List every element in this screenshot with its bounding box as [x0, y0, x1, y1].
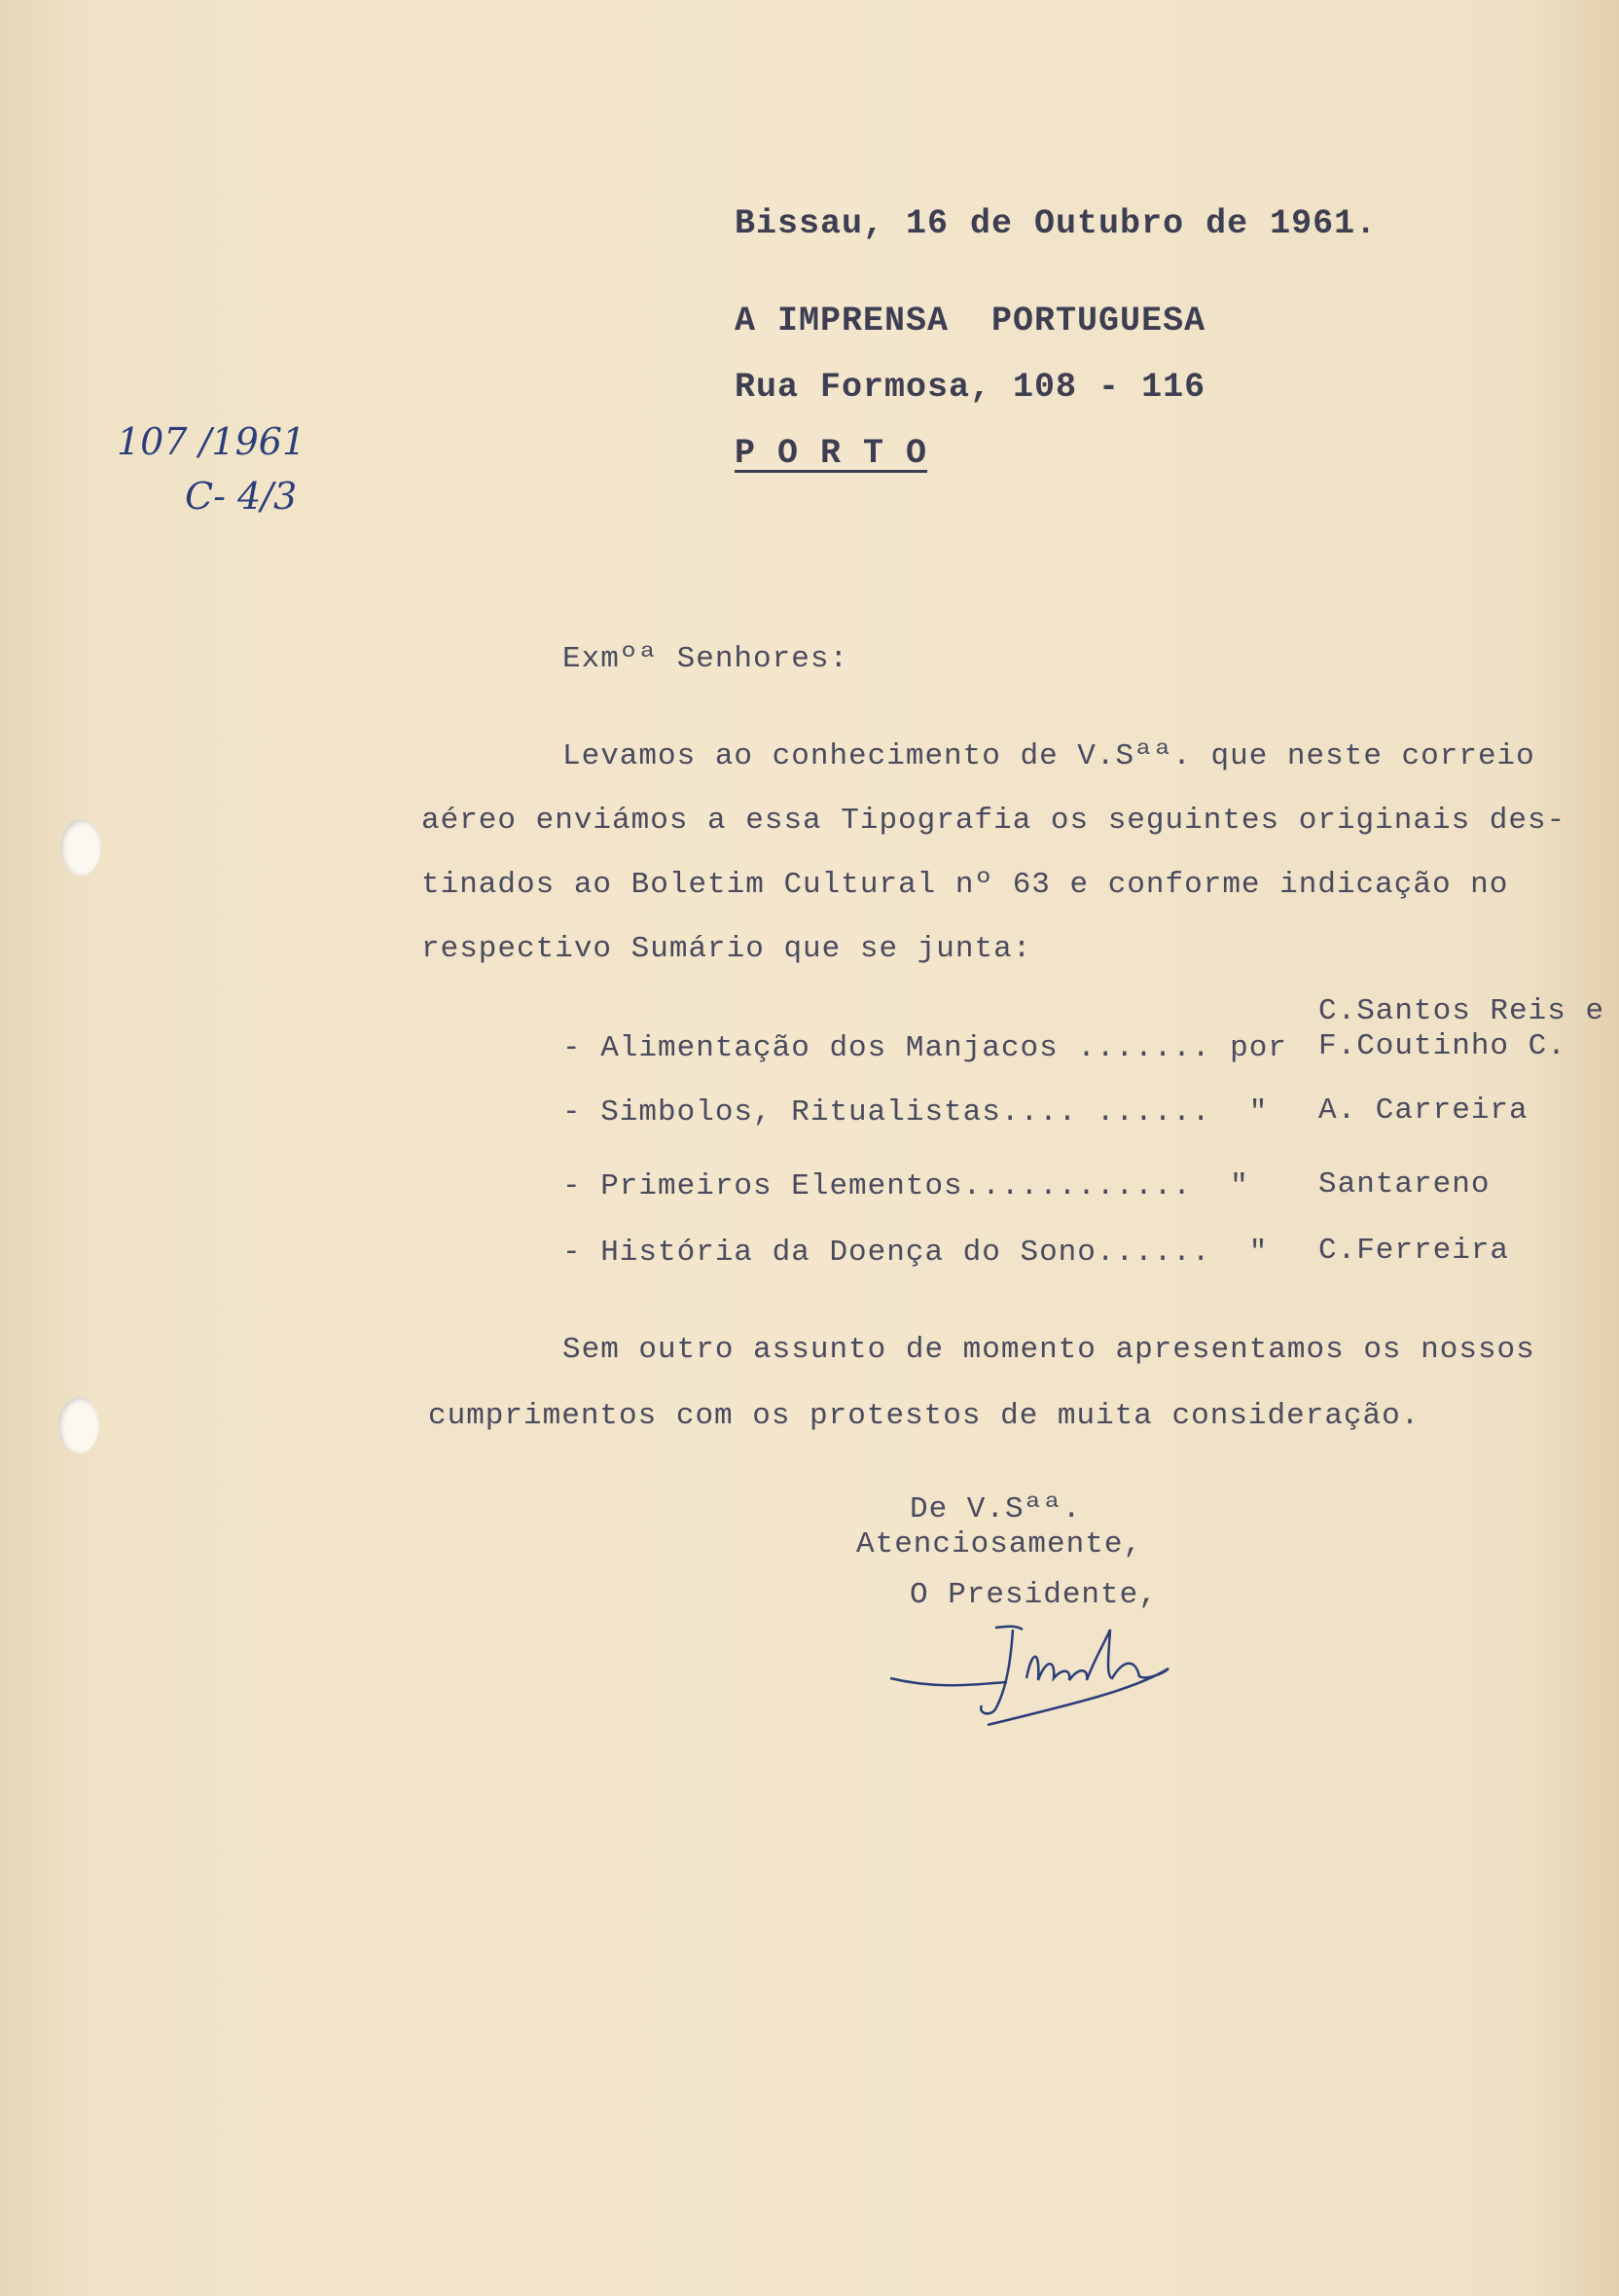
item-author-above: C.Santos Reis e [1318, 994, 1605, 1028]
margin-note-reference: 107 /1961 [117, 420, 306, 463]
item-author: F.Coutinho C. [1318, 1029, 1566, 1063]
closing-line: De V.Sªª. [910, 1492, 1082, 1526]
paragraph-line: tinados ao Boletim Cultural nº 63 e conforme indicação no [421, 868, 1509, 902]
paragraph-line: cumprimentos com os protestos de muita consideração. [428, 1399, 1421, 1433]
recipient-city: P O R T O [735, 434, 928, 473]
closing-line: O Presidente, [910, 1578, 1158, 1612]
item-title: - Alimentação dos Manjacos ....... por [562, 1031, 1287, 1065]
recipient-street: Rua Formosa, 108 - 116 [735, 368, 1206, 407]
item-title: - História da Doença do Sono...... " [562, 1236, 1269, 1270]
punch-hole-top [60, 819, 101, 876]
margin-note-classification: C- 4/3 [185, 475, 298, 518]
item-author: A. Carreira [1318, 1094, 1529, 1128]
item-author: Santareno [1318, 1167, 1491, 1202]
salutation: Exmºª Senhores: [562, 642, 849, 676]
item-author: C.Ferreira [1318, 1234, 1510, 1268]
item-title: - Simbolos, Ritualistas.... ...... " [562, 1095, 1269, 1130]
paragraph-line: aéreo enviámos a essa Tipografia os seguintes originais des- [421, 804, 1566, 838]
punch-hole-bottom [58, 1397, 99, 1453]
recipient-name: A IMPRENSA PORTUGUESA [735, 302, 1206, 341]
closing-line: Atenciosamente, [856, 1527, 1143, 1561]
paragraph-line: Sem outro assunto de momento apresentamos os nossos [562, 1333, 1535, 1367]
item-title: - Primeiros Elementos............ " [562, 1169, 1249, 1203]
paragraph-line: Levamos ao conhecimento de V.Sªª. que neste correio [562, 739, 1535, 773]
place-date: Bissau, 16 de Outubro de 1961. [735, 204, 1378, 243]
president-signature [881, 1620, 1192, 1737]
paragraph-line: respectivo Sumário que se junta: [421, 932, 1032, 966]
